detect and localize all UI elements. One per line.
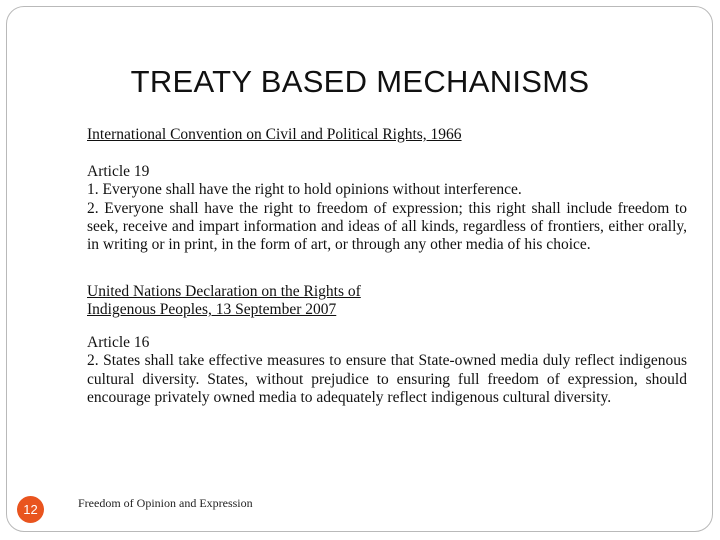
section-heading-iccpr bbox=[87, 126, 687, 144]
iccpr-heading: International Convention on Civil and Political Rights, 1966 bbox=[87, 126, 462, 143]
footer-text: Freedom of Opinion and Expression bbox=[78, 496, 253, 510]
undrip-heading-line-1: United Nations Declaration on the Rights of bbox=[87, 283, 361, 300]
article-19-paragraph-1: 1. Everyone shall have the right to hold opinions without interference. bbox=[87, 181, 522, 199]
page-number-badge: 12 bbox=[17, 496, 44, 523]
article-16-block bbox=[87, 334, 687, 407]
undrip-heading-line-2: Indigenous Peoples, 13 September 2007 bbox=[87, 301, 337, 319]
section-heading-undrip bbox=[87, 283, 687, 320]
article-16-paragraph: 2. States shall take effective measures to ensure that State-owned media duly reflect indigenous cultural diversity. States, without prejudice to ensuring full freedom of expression, should encourage privately owned media to adequately reflect indigenous cultural diversity. bbox=[87, 352, 687, 406]
article-19-paragraph-2: 2. Everyone shall have the right to freedom of expression; this right shall include freedom to seek, receive and impart information and ideas of all kinds, regardless of frontiers, either orally, in writing or in print, in the form of art, or through any other media of his choice. bbox=[87, 199, 687, 254]
article-19-block bbox=[87, 163, 687, 254]
slide-title: TREATY BASED MECHANISMS bbox=[130, 64, 590, 99]
article-16-label: Article 16 bbox=[87, 334, 150, 351]
article-19-label: Article 19 bbox=[87, 163, 150, 180]
